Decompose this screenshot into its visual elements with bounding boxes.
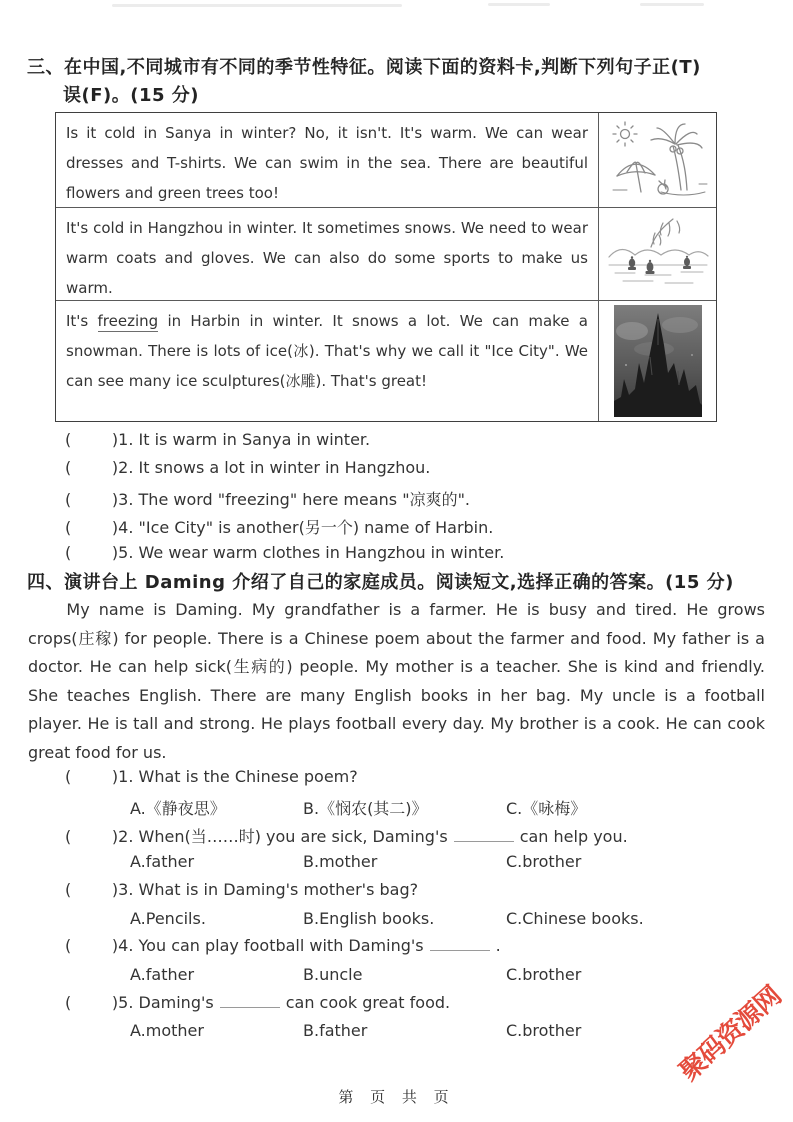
- option-a: A.father: [130, 852, 195, 871]
- answer-paren: ( ): [65, 993, 119, 1012]
- question-5-options: [0, 1021, 793, 1047]
- answer-paren: ( ): [65, 880, 119, 899]
- tf-item-3: [65, 487, 470, 510]
- card-text: Is it cold in Sanya in winter? No, it isn't. It's warm. We can wear dresses and T-shirts. We can swim in the sea. There are beautiful flowers and green trees too!: [66, 124, 588, 202]
- card-text: It's: [66, 312, 98, 330]
- card-text-harbin: [56, 301, 599, 421]
- fill-blank: [430, 938, 490, 951]
- answer-paren: ( ): [65, 458, 119, 477]
- question-text: 5. Daming's: [118, 993, 214, 1012]
- question-4-options: [0, 965, 793, 991]
- option-c: C.brother: [506, 1021, 582, 1040]
- scan-artifact: [112, 4, 402, 7]
- tf-item-text: 4. "Ice City" is another(另一个) name of Harbin.: [118, 518, 494, 537]
- fill-blank: [454, 829, 514, 842]
- answer-paren: ( ): [65, 936, 119, 955]
- answer-paren: ( ): [65, 827, 119, 846]
- question-1-options: [0, 796, 793, 822]
- reading-cards-table: [55, 112, 717, 422]
- answer-paren: ( ): [65, 518, 119, 537]
- section-3-heading-line-2: 误(F)。(15 分): [63, 85, 200, 106]
- fill-blank: [220, 995, 280, 1008]
- option-b: B.father: [303, 1021, 368, 1040]
- question-text: 3. What is in Daming's mother's bag?: [118, 880, 419, 899]
- scan-artifact: [640, 3, 704, 6]
- site-watermark: 聚码资源网: [674, 981, 788, 1088]
- question-text: .: [495, 936, 501, 955]
- option-c: C.brother: [506, 852, 582, 871]
- underlined-word: freezing: [97, 312, 159, 330]
- section-3-heading-line-1: 三、在中国,不同城市有不同的季节性特征。阅读下面的资料卡,判断下列句子正(T): [27, 57, 701, 78]
- sanya-beach-illustration: [605, 120, 711, 200]
- option-a: A.mother: [130, 1021, 204, 1040]
- tf-item-1: [65, 430, 370, 449]
- question-2-options: [0, 852, 793, 878]
- tf-item-4: [65, 515, 493, 538]
- card-text: It's cold in Hangzhou in winter. It sometimes snows. We need to wear warm coats and gloves. We can also do some sports to make us warm.: [66, 219, 588, 297]
- question-text: can cook great food.: [285, 993, 451, 1012]
- hangzhou-west-lake-illustration: [605, 215, 711, 293]
- question-3: [65, 880, 418, 899]
- question-text: 4. You can play football with Daming's: [118, 936, 424, 955]
- question-text: 2. When(当……时) you are sick, Daming's: [118, 827, 448, 846]
- harbin-ice-city-photo: [614, 305, 702, 417]
- card-image-cell: [599, 301, 716, 421]
- option-b: B.English books.: [303, 909, 435, 928]
- question-text: 1. What is the Chinese poem?: [118, 767, 358, 786]
- question-text: can help you.: [519, 827, 628, 846]
- option-b: B.《悯农(其二)》: [303, 799, 428, 818]
- tf-item-text: 5. We wear warm clothes in Hangzhou in winter.: [118, 543, 505, 562]
- tf-item-text: 2. It snows a lot in winter in Hangzhou.: [118, 458, 431, 477]
- card-text-sanya: [56, 113, 599, 208]
- answer-paren: ( ): [65, 767, 119, 786]
- option-a: A.Pencils.: [130, 909, 206, 928]
- section-4-heading: 四、演讲台上 Daming 介绍了自己的家庭成员。阅读短文,选择正确的答案。(15 分): [27, 572, 734, 593]
- card-text: in Harbin in winter. It snows a lot. We can make a snowman. There is lots of ice(冰). That's why we call it "Ice City". We can see many ice sculptures(冰雕). That's great!: [66, 312, 588, 390]
- question-3-options: [0, 909, 793, 935]
- reading-passage: My name is Daming. My grandfather is a farmer. He is busy and tired. He grows crops(庄稼) for people. There is a Chinese poem about the farmer and food. My father is a doctor. He can help sick(生病的) people. My mother is a teacher. She is kind and friendly. She teaches English. There are many English books in her bag. My uncle is a football player. He is tall and strong. He plays football every day. My brother is a cook. He can cook great food for us.: [28, 600, 765, 762]
- page-footer: 第 页 共 页: [338, 1088, 455, 1106]
- card-image-cell: [599, 113, 716, 208]
- tf-item-text: 1. It is warm in Sanya in winter.: [118, 430, 371, 449]
- question-4: [65, 936, 501, 955]
- question-5: [65, 993, 450, 1012]
- card-text-hangzhou: [56, 208, 599, 301]
- tf-item-text: 3. The word "freezing" here means "凉爽的".: [118, 490, 471, 509]
- question-1: [65, 767, 358, 786]
- option-a: A.《静夜思》: [130, 799, 226, 818]
- answer-paren: ( ): [65, 490, 119, 509]
- scan-artifact: [488, 3, 550, 6]
- answer-paren: ( ): [65, 430, 119, 449]
- question-2: [65, 824, 628, 847]
- option-a: A.father: [130, 965, 195, 984]
- option-c: C.Chinese books.: [506, 909, 644, 928]
- option-c: C.brother: [506, 965, 582, 984]
- tf-item-2: [65, 458, 430, 477]
- option-c: C.《咏梅》: [506, 799, 587, 818]
- option-b: B.uncle: [303, 965, 363, 984]
- card-image-cell: [599, 208, 716, 301]
- tf-item-5: [65, 543, 504, 562]
- option-b: B.mother: [303, 852, 378, 871]
- answer-paren: ( ): [65, 543, 119, 562]
